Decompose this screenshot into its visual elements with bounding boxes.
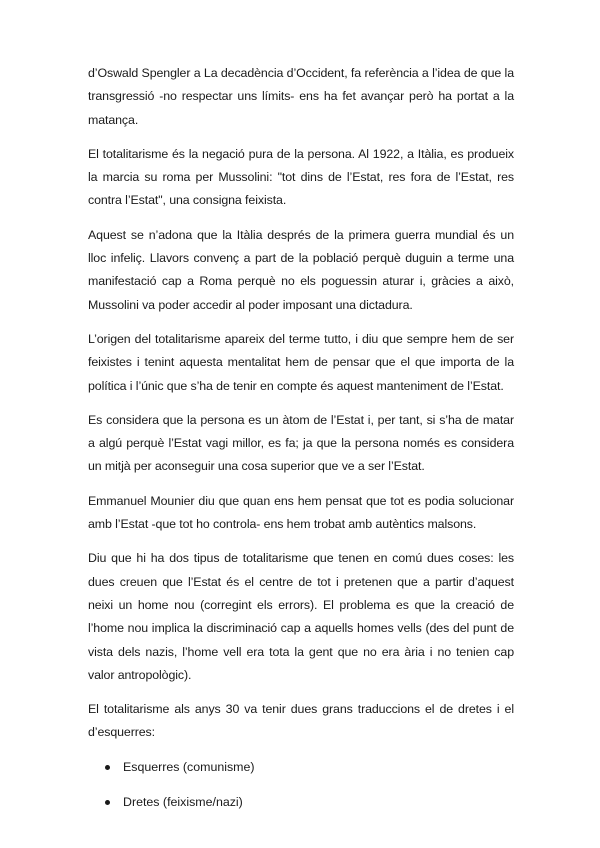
document-page bbox=[88, 62, 514, 826]
paragraph-7: Diu que hi ha dos tipus de totalitarisme que tenen en comú dues coses: les dues creuen que l’Estat és el centre de tot i pretenen que a partir d’aquest neixi un home nou (corregint els errors). El problema es que la creació de l’home nou implica la discriminació cap a aquells homes vells (des del punt de vista dels nazis, l’home vell era tota la gent que no era ària i no tenien cap valor antropològic). bbox=[88, 551, 514, 682]
bullet-item-text: Esquerres (comunisme) bbox=[123, 759, 255, 774]
paragraph-1: d’Oswald Spengler a La decadència d’Occident, fa referència a l’idea de que la transgressió -no respectar uns límits- ens ha fet avançar però ha portat a la matança. bbox=[88, 66, 514, 127]
paragraph-8: El totalitarisme als anys 30 va tenir dues grans traduccions el de dretes i el d’esquerres: bbox=[88, 702, 514, 740]
paragraph-2: El totalitarisme és la negació pura de la persona. Al 1922, a Itàlia, es produeix la marcia su roma per Mussolini: "tot dins de l’Estat, res fora de l’Estat, res contra l’Estat", una consigna feixista. bbox=[88, 146, 514, 208]
bullet-list bbox=[88, 756, 514, 815]
paragraph-3: Aquest se n’adona que la Itàlia després de la primera guerra mundial és un lloc infeliç. Llavors convenç a part de la població perquè duguin a terme una manifestació cap a Roma perquè no els poguessin aturar i, gràcies a això, Mussolini va poder accedir al poder imposant una dictadura. bbox=[88, 227, 514, 312]
bullet-dot-icon bbox=[105, 765, 110, 770]
paragraph-4: L’origen del totalitarisme apareix del terme tutto, i diu que sempre hem de ser feixistes i tenint aquesta mentalitat hem de pensar que el que importa de la política i l’únic que s’ha de tenir en compte és aquest manteniment de l’Estat. bbox=[88, 331, 514, 393]
bullet-item-right bbox=[88, 791, 514, 814]
bullet-dot-icon bbox=[105, 800, 110, 805]
paragraph-5: Es considera que la persona es un àtom de l’Estat i, per tant, si s’ha de matar a algú perquè l’Estat vagi millor, es fa; ja que la persona només es considera un mitjà per aconseguir una cosa superior que ve a ser l’Estat. bbox=[88, 412, 514, 474]
bullet-item-left bbox=[88, 756, 514, 779]
bullet-item-text: Dretes (feixisme/nazi) bbox=[123, 795, 243, 810]
paragraph-6: Emmanuel Mounier diu que quan ens hem pensat que tot es podia solucionar amb l’Estat -que tot ho controla- ens hem trobat amb autèntics malsons. bbox=[88, 493, 514, 532]
